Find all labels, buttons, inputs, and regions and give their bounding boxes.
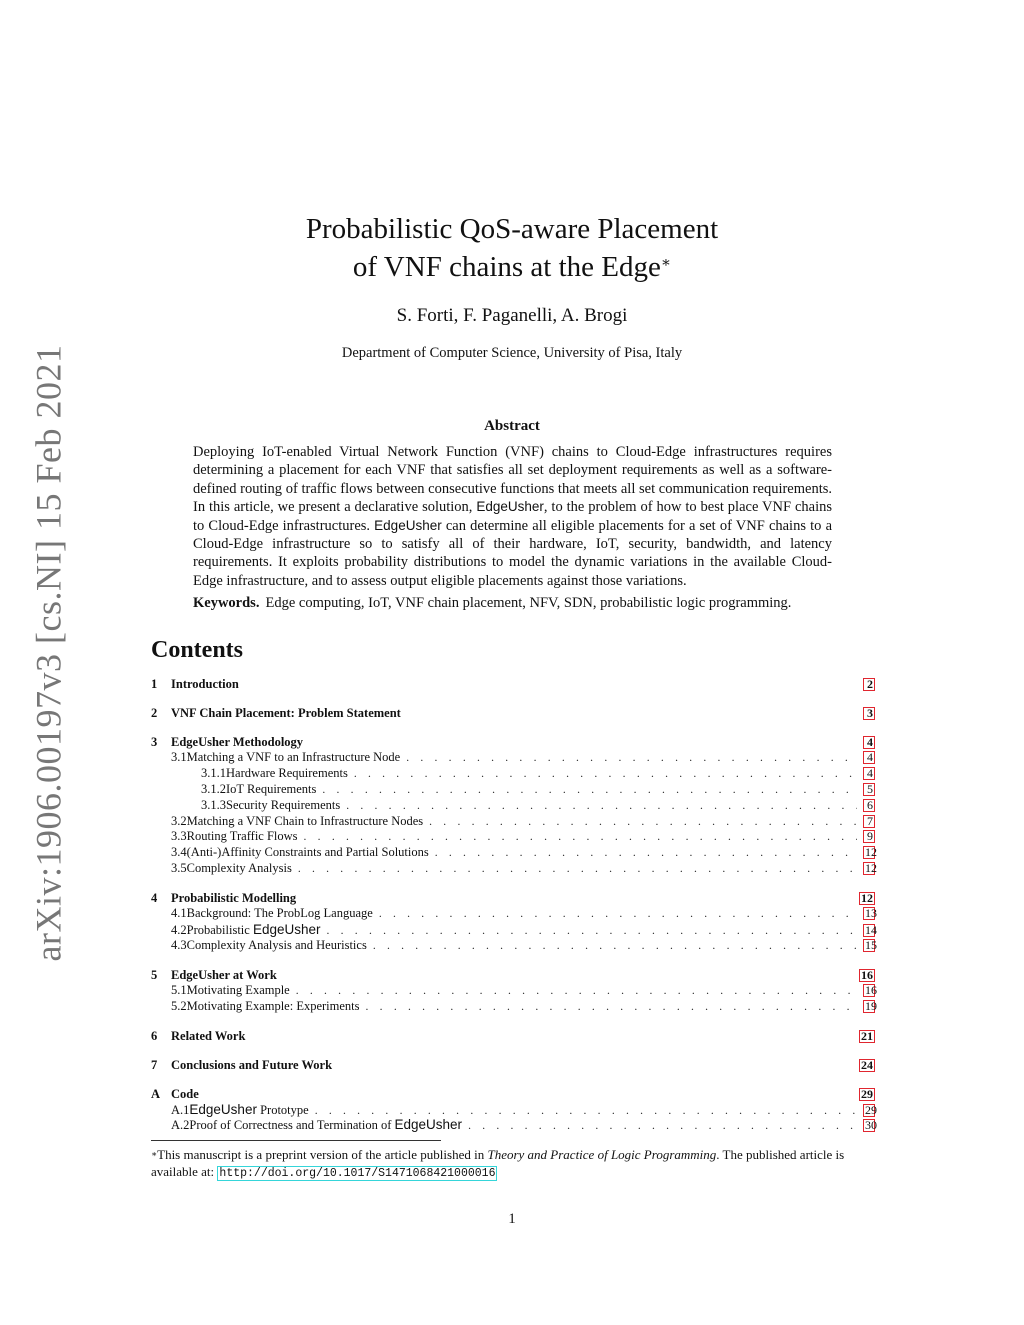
- toc-number: A: [151, 1086, 161, 1101]
- arxiv-identifier-stamp: [24, 344, 72, 962]
- toc-page-link[interactable]: 2: [863, 678, 875, 691]
- toc-leader-dots: [468, 1119, 857, 1135]
- toc-label: Background: The ProbLog Language: [186, 906, 373, 921]
- toc-page-link[interactable]: 30: [865, 1118, 877, 1133]
- keywords-text: Edge computing, IoT, VNF chain placement, NFV, SDN, probabilistic logic programming.: [265, 595, 792, 611]
- toc-page-link[interactable]: 15: [865, 937, 877, 952]
- toc-label-text: Probabilistic: [186, 923, 253, 938]
- toc-entry[interactable]: [151, 750, 875, 766]
- abstract-part-3: can determine all eligible placements for a set of VNF chains to a Cloud-Edge infrastructure so to satisfy all of their hardware, IoT, security, bandwidth, and latency requirements. It exploits probability distributions to model the dynamic variations in the available Cloud-Edge infrastructure, and to assess output eligible placements against those variations.: [193, 517, 832, 589]
- footnote-divider: [151, 1140, 441, 1141]
- toc-entry[interactable]: [151, 938, 875, 954]
- toc-leader-dots: [322, 783, 857, 799]
- toc-entry[interactable]: [151, 1117, 875, 1133]
- toc-page-link[interactable]: 12: [865, 845, 877, 860]
- toc-page-link[interactable]: 6: [863, 799, 875, 812]
- toc-page-link[interactable]: 14: [865, 923, 877, 938]
- toc-number: 3.2: [171, 813, 187, 828]
- toc-number: 6: [151, 1028, 158, 1043]
- toc-label: Conclusions and Future Work: [171, 1057, 333, 1072]
- footnote-journal: Theory and Practice of Logic Programming: [487, 1147, 717, 1162]
- toc-leader-dots: [354, 767, 857, 783]
- toc-entry[interactable]: [151, 734, 875, 750]
- toc-entry[interactable]: [151, 890, 875, 906]
- toc-number: A.1: [171, 1102, 190, 1117]
- toc-tool-name: EdgeUsher: [394, 1117, 463, 1133]
- toc-page-link[interactable]: 4: [863, 751, 875, 764]
- toc-label: [189, 1102, 308, 1119]
- toc-entry[interactable]: [151, 782, 875, 798]
- toc-leader-dots: [327, 924, 858, 940]
- toc-leader-dots: [296, 984, 857, 1000]
- keywords-label: Keywords.: [193, 595, 260, 611]
- toc-entry[interactable]: [151, 983, 875, 999]
- toc-number: 3: [151, 735, 158, 749]
- toc-label: Hardware Requirements: [226, 765, 348, 780]
- toc-entry[interactable]: [151, 766, 875, 782]
- toc-number: 3.1: [171, 750, 187, 764]
- toc-page-link[interactable]: 4: [863, 767, 875, 780]
- toc-entry[interactable]: [151, 676, 875, 692]
- toc-entry[interactable]: [151, 814, 875, 830]
- doi-link[interactable]: http://doi.org/10.1017/S1471068421000016: [219, 1167, 496, 1180]
- toc-label: Complexity Analysis: [186, 861, 292, 876]
- toc-page-link[interactable]: 12: [865, 861, 877, 876]
- abstract-body: [193, 443, 832, 590]
- toc-label: Matching a VNF to an Infrastructure Node: [186, 750, 401, 764]
- affiliation: Department of Computer Science, University of Pisa, Italy: [341, 345, 683, 361]
- abstract-part-1: Deploying IoT-enabled Virtual Network Function (VNF) chains to Cloud-Edge infrastructures requires determining a placement for each VNF that satisfies all set deployment requirements as well as a software-defined routing of traffic flows between consecutive functions that meets all set communication requirements. In this article, we present a declarative solution,: [193, 444, 832, 516]
- toc-number: 3.4: [171, 845, 187, 860]
- toc-leader-dots: [406, 751, 857, 767]
- toc-number: 3.5: [171, 861, 187, 876]
- toc-label: IoT Requirements: [226, 781, 317, 796]
- toc-leader-dots: [435, 846, 857, 862]
- toc-label: Code: [171, 1086, 199, 1101]
- toc-page-link[interactable]: 12: [861, 891, 873, 906]
- toc-leader-dots: [298, 862, 857, 878]
- toc-number: 7: [151, 1057, 158, 1072]
- toc-entry[interactable]: [151, 705, 875, 721]
- abstract-part-2: , to the problem of how to best place VNF chains to Cloud-Edge infrastructures.: [193, 499, 833, 534]
- toc-number: 5.1: [171, 982, 187, 997]
- arxiv-identifier-text: arXiv:1906.00197v3 [cs.NI] 15 Feb 2021: [28, 344, 69, 962]
- toc-page-link[interactable]: 9: [863, 830, 875, 843]
- contents-heading: Contents: [151, 637, 244, 663]
- toc-label-text: Prototype: [256, 1102, 309, 1117]
- toc-entry[interactable]: [151, 922, 875, 938]
- toc-label: Routing Traffic Flows: [186, 829, 298, 844]
- toc-number: 4.3: [171, 937, 187, 952]
- toc-label: Introduction: [171, 677, 239, 691]
- toc-entry[interactable]: [151, 845, 875, 861]
- toc-page-link[interactable]: 29: [865, 1102, 877, 1117]
- toc-label: Security Requirements: [226, 797, 341, 812]
- footnote-text-2: . The published article is available at:: [151, 1147, 845, 1179]
- toc-number: 2: [151, 706, 158, 720]
- toc-leader-dots: [379, 907, 857, 923]
- title-line-1: Probabilistic QoS-aware Placement: [305, 213, 719, 245]
- table-of-contents: [151, 676, 875, 1133]
- toc-number: 4.2: [171, 923, 187, 938]
- toc-label: Motivating Example: [186, 982, 290, 997]
- toc-number: 3.3: [171, 829, 187, 844]
- footnote-text-1: This manuscript is a preprint version of the article published in: [157, 1147, 488, 1162]
- toc-label: [189, 1117, 462, 1134]
- toc-entry[interactable]: [151, 829, 875, 845]
- toc-number: 3.1.3: [201, 797, 226, 812]
- toc-entry[interactable]: [151, 906, 875, 922]
- toc-entry[interactable]: [151, 1057, 875, 1073]
- toc-leader-dots: [429, 815, 857, 831]
- toc-entry[interactable]: [151, 798, 875, 814]
- toc-label-text: Proof of Correctness and Termination of: [189, 1118, 395, 1133]
- toc-label: Complexity Analysis and Heuristics: [186, 937, 367, 952]
- toc-label: Motivating Example: Experiments: [186, 998, 360, 1013]
- toc-number: 4.1: [171, 906, 187, 921]
- title-line-2: [150, 248, 874, 286]
- toc-page-link[interactable]: 21: [861, 1028, 873, 1043]
- toc-page-link[interactable]: 16: [865, 982, 877, 997]
- toc-label: EdgeUsher at Work: [171, 967, 277, 982]
- toc-page-link[interactable]: 4: [863, 736, 875, 749]
- toc-page-link[interactable]: 29: [861, 1086, 873, 1101]
- toc-page-link[interactable]: 5: [863, 783, 875, 796]
- toc-page-link[interactable]: 19: [865, 998, 877, 1013]
- toc-page-link[interactable]: 7: [863, 815, 875, 828]
- toc-entry[interactable]: [151, 861, 875, 877]
- toc-number: 3.1.1: [201, 765, 226, 780]
- toc-label: Probabilistic Modelling: [171, 891, 297, 906]
- abstract-heading: Abstract: [484, 418, 540, 434]
- toc-label: (Anti-)Affinity Constraints and Partial Solutions: [186, 845, 429, 860]
- toc-entry[interactable]: [151, 1028, 875, 1044]
- paper-title: [150, 210, 874, 286]
- title-footnote-marker[interactable]: ∗: [660, 255, 672, 271]
- footnote: [151, 1146, 875, 1182]
- toc-tool-name: EdgeUsher: [189, 1101, 257, 1117]
- toc-entry[interactable]: [151, 967, 875, 983]
- toc-entry[interactable]: [151, 1086, 875, 1102]
- toc-tool-name: EdgeUsher: [252, 922, 321, 938]
- toc-page-link[interactable]: 3: [863, 707, 875, 720]
- toc-page-link[interactable]: 16: [861, 967, 873, 982]
- toc-label: EdgeUsher Methodology: [171, 735, 304, 749]
- toc-entry[interactable]: [151, 999, 875, 1015]
- toc-number: 1: [151, 677, 158, 691]
- toc-page-link[interactable]: 13: [865, 906, 877, 921]
- abstract-tool-name-1: EdgeUsher: [476, 499, 544, 515]
- footnote-marker: ∗: [151, 1149, 158, 1159]
- toc-leader-dots: [346, 799, 857, 815]
- toc-leader-dots: [304, 830, 857, 846]
- toc-label: Matching a VNF Chain to Infrastructure Nodes: [186, 813, 424, 828]
- toc-number: 5: [151, 967, 158, 982]
- toc-entry[interactable]: [151, 1102, 875, 1118]
- toc-label: Related Work: [171, 1028, 246, 1043]
- toc-leader-dots: [366, 1000, 857, 1016]
- page-number: 1: [508, 1211, 516, 1227]
- toc-label: [187, 922, 321, 939]
- toc-page-link[interactable]: 24: [861, 1057, 873, 1072]
- toc-number: 5.2: [171, 998, 187, 1013]
- toc-leader-dots: [373, 939, 857, 955]
- title-line-2-text: of VNF chains at the Edge: [352, 251, 661, 283]
- toc-label: VNF Chain Placement: Problem Statement: [171, 706, 401, 720]
- toc-number: 4: [151, 891, 158, 906]
- abstract-tool-name-2: EdgeUsher: [374, 517, 442, 533]
- authors: S. Forti, F. Paganelli, A. Brogi: [396, 305, 628, 326]
- toc-number: A.2: [171, 1118, 190, 1133]
- keywords: [193, 595, 853, 612]
- toc-number: 3.1.2: [201, 781, 226, 796]
